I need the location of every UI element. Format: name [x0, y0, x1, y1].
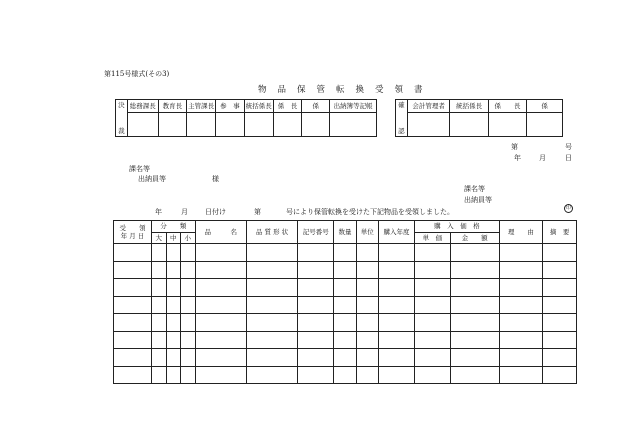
table-cell[interactable]: [152, 349, 167, 367]
sentence-month: 月: [181, 208, 188, 216]
table-cell[interactable]: [543, 366, 577, 384]
table-cell[interactable]: [195, 296, 246, 314]
table-cell[interactable]: [181, 349, 196, 367]
table-cell[interactable]: [195, 314, 246, 332]
table-cell[interactable]: [334, 349, 356, 367]
table-cell[interactable]: [450, 261, 499, 279]
table-row: [114, 366, 577, 384]
table-cell[interactable]: [246, 314, 297, 332]
table-cell[interactable]: [334, 366, 356, 384]
table-cell[interactable]: [415, 296, 451, 314]
table-cell[interactable]: [499, 349, 543, 367]
table-cell[interactable]: [499, 331, 543, 349]
table-cell[interactable]: [415, 314, 451, 332]
purchase-price-header: 購 入 価 格: [415, 221, 500, 233]
table-cell[interactable]: [166, 331, 181, 349]
sender-section: 課名等: [464, 185, 485, 193]
seal-mark-icon: 印: [565, 205, 571, 211]
table-cell[interactable]: [246, 331, 297, 349]
table-cell[interactable]: [334, 296, 356, 314]
table-cell[interactable]: [152, 314, 167, 332]
table-cell[interactable]: [415, 261, 451, 279]
table-cell[interactable]: [298, 244, 334, 262]
title-char: 書: [414, 85, 423, 95]
approval-side-label: 決 裁: [116, 100, 128, 137]
table-cell[interactable]: [114, 296, 152, 314]
table-cell[interactable]: [298, 296, 334, 314]
table-cell[interactable]: [499, 314, 543, 332]
approval-stamp-box[interactable]: [244, 113, 273, 137]
approval-stamp-box[interactable]: [187, 113, 216, 137]
table-row: [114, 279, 577, 297]
title-char: 保: [297, 85, 306, 95]
table-cell[interactable]: [114, 331, 152, 349]
table-cell[interactable]: [356, 296, 378, 314]
table-cell[interactable]: [334, 331, 356, 349]
table-cell[interactable]: [356, 331, 378, 349]
table-cell[interactable]: [195, 349, 246, 367]
number-dai: 第: [511, 143, 518, 151]
table-cell[interactable]: [298, 366, 334, 384]
sentence-text: 号により保管転換を受けた下記物品を受領しました。: [286, 208, 454, 216]
approval-header: 係 長: [273, 100, 302, 113]
table-cell[interactable]: [246, 244, 297, 262]
confirm-header: 係 長: [488, 100, 526, 113]
table-cell[interactable]: [166, 314, 181, 332]
approval-stamp-box[interactable]: [158, 113, 187, 137]
table-cell[interactable]: [195, 261, 246, 279]
table-cell[interactable]: [166, 279, 181, 297]
confirm-header: 統括係長: [450, 100, 488, 113]
table-cell[interactable]: [499, 279, 543, 297]
sender-officer: 出納員等: [464, 196, 492, 204]
table-cell[interactable]: [166, 349, 181, 367]
confirm-stamp-box[interactable]: [527, 113, 563, 137]
sentence-day: 日付け: [205, 208, 226, 216]
confirm-side-label: 確 認: [396, 100, 408, 137]
title-char: 物: [258, 85, 267, 95]
table-cell[interactable]: [114, 366, 152, 384]
approval-header: 参 事: [216, 100, 245, 113]
table-cell[interactable]: [298, 349, 334, 367]
sentence-year: 年: [155, 208, 162, 216]
confirm-stamp-box[interactable]: [407, 113, 450, 137]
table-cell[interactable]: [195, 331, 246, 349]
table-cell[interactable]: [181, 279, 196, 297]
addressee-officer: 出納員等: [138, 175, 166, 183]
table-cell[interactable]: [415, 244, 451, 262]
table-cell[interactable]: [450, 314, 499, 332]
table-cell[interactable]: [152, 296, 167, 314]
table-row: [114, 314, 577, 332]
approval-header: 総務課長: [127, 100, 158, 113]
table-cell[interactable]: [378, 279, 414, 297]
left-approval-table: [115, 99, 377, 137]
addressee-sama: 様: [212, 175, 219, 183]
table-cell[interactable]: [166, 261, 181, 279]
table-row: [114, 244, 577, 262]
table-cell[interactable]: [334, 244, 356, 262]
table-cell[interactable]: [378, 244, 414, 262]
table-cell[interactable]: [378, 366, 414, 384]
table-cell[interactable]: [181, 296, 196, 314]
date-year: 年: [514, 154, 521, 162]
table-cell[interactable]: [356, 244, 378, 262]
table-cell[interactable]: [378, 296, 414, 314]
table-cell[interactable]: [152, 244, 167, 262]
table-cell[interactable]: [356, 366, 378, 384]
title-char: 品: [277, 85, 287, 95]
table-cell[interactable]: [543, 314, 577, 332]
spec-header: 品 質 形 状: [246, 221, 297, 244]
confirm-header: 会計管理者: [407, 100, 450, 113]
table-row: [114, 349, 577, 367]
table-cell[interactable]: [298, 261, 334, 279]
number-go: 号: [565, 143, 572, 151]
sentence-dai: 第: [254, 208, 261, 216]
table-cell[interactable]: [246, 349, 297, 367]
title-char: 受: [375, 85, 384, 95]
table-cell[interactable]: [114, 244, 152, 262]
approval-header: 教育長: [158, 100, 187, 113]
table-cell[interactable]: [152, 279, 167, 297]
table-cell[interactable]: [181, 261, 196, 279]
item-name-header: 品 名: [195, 221, 246, 244]
table-cell[interactable]: [356, 314, 378, 332]
table-cell[interactable]: [450, 366, 499, 384]
table-cell[interactable]: [114, 261, 152, 279]
table-cell[interactable]: [415, 279, 451, 297]
table-cell[interactable]: [195, 366, 246, 384]
approval-stamp-box[interactable]: [216, 113, 245, 137]
title-char: 換: [355, 85, 365, 95]
table-row: [114, 331, 577, 349]
table-cell[interactable]: [543, 279, 577, 297]
date-day: 日: [565, 154, 572, 162]
approval-header: 係: [302, 100, 330, 113]
confirm-header: 係: [527, 100, 563, 113]
table-cell[interactable]: [166, 244, 181, 262]
table-cell[interactable]: [246, 366, 297, 384]
table-cell[interactable]: [181, 314, 196, 332]
table-row: [114, 261, 577, 279]
title-char: 転: [336, 85, 345, 95]
table-cell[interactable]: [499, 296, 543, 314]
form-number: 第115号様式(その3): [104, 70, 170, 78]
table-cell[interactable]: [543, 349, 577, 367]
table-cell[interactable]: [181, 331, 196, 349]
page-title: [258, 86, 434, 95]
table-cell[interactable]: [450, 349, 499, 367]
title-char: 管: [316, 85, 326, 95]
approval-stamp-box[interactable]: [302, 113, 330, 137]
table-cell[interactable]: [415, 366, 451, 384]
amount-header: 金 額: [450, 233, 499, 244]
quantity-header: 数量: [334, 221, 356, 244]
record-number-header: 記号番号: [298, 221, 334, 244]
table-cell[interactable]: [450, 331, 499, 349]
table-cell[interactable]: [152, 366, 167, 384]
table-cell[interactable]: [181, 366, 196, 384]
addressee-section: 課名等: [129, 165, 150, 173]
confirm-stamp-box[interactable]: [488, 113, 526, 137]
table-cell[interactable]: [543, 331, 577, 349]
table-cell[interactable]: [195, 279, 246, 297]
table-cell[interactable]: [543, 296, 577, 314]
table-row: [114, 296, 577, 314]
table-cell[interactable]: [114, 314, 152, 332]
table-cell[interactable]: [298, 314, 334, 332]
table-cell[interactable]: [334, 314, 356, 332]
approval-stamp-box[interactable]: [127, 113, 158, 137]
table-cell[interactable]: [378, 314, 414, 332]
class-major-header: 大: [152, 233, 167, 244]
unit-price-header: 単 価: [415, 233, 451, 244]
unit-header: 単位: [356, 221, 378, 244]
table-cell[interactable]: [450, 296, 499, 314]
table-cell[interactable]: [166, 366, 181, 384]
table-cell[interactable]: [152, 261, 167, 279]
reason-header: 理 由: [499, 221, 543, 244]
table-cell[interactable]: [298, 331, 334, 349]
table-cell[interactable]: [114, 279, 152, 297]
table-cell[interactable]: [152, 331, 167, 349]
table-cell[interactable]: [378, 261, 414, 279]
table-cell[interactable]: [415, 331, 451, 349]
table-cell[interactable]: [378, 331, 414, 349]
class-minor-header: 小: [181, 233, 196, 244]
approval-header: 出納簿等記帳: [330, 100, 377, 113]
class-middle-header: 中: [166, 233, 181, 244]
title-char: 領: [394, 85, 404, 95]
table-cell[interactable]: [246, 296, 297, 314]
table-cell[interactable]: [499, 366, 543, 384]
table-cell[interactable]: [378, 349, 414, 367]
table-cell[interactable]: [543, 261, 577, 279]
table-cell[interactable]: [246, 261, 297, 279]
table-cell[interactable]: [543, 244, 577, 262]
approval-stamp-box[interactable]: [273, 113, 302, 137]
table-cell[interactable]: [499, 261, 543, 279]
table-cell[interactable]: [246, 279, 297, 297]
table-cell[interactable]: [450, 244, 499, 262]
purchase-year-header: 購入年度: [378, 221, 414, 244]
remarks-header: 摘 要: [543, 221, 577, 244]
table-cell[interactable]: [356, 261, 378, 279]
table-cell[interactable]: [181, 244, 196, 262]
table-cell[interactable]: [450, 279, 499, 297]
table-cell[interactable]: [195, 244, 246, 262]
table-cell[interactable]: [166, 296, 181, 314]
items-table: [113, 220, 577, 384]
table-cell[interactable]: [114, 349, 152, 367]
date-month: 月: [539, 154, 546, 162]
approval-header: 統括係長: [244, 100, 273, 113]
table-cell[interactable]: [356, 279, 378, 297]
classification-header: 分 類: [152, 221, 196, 233]
table-cell[interactable]: [499, 244, 543, 262]
right-approval-table: [395, 99, 563, 137]
approval-header: 主管課長: [187, 100, 216, 113]
table-cell[interactable]: [415, 349, 451, 367]
confirm-stamp-box[interactable]: [450, 113, 488, 137]
table-cell[interactable]: [334, 279, 356, 297]
approval-stamp-box[interactable]: [330, 113, 377, 137]
received-date-header: 受 領 年 月 日: [114, 221, 152, 244]
table-cell[interactable]: [298, 279, 334, 297]
table-cell[interactable]: [334, 261, 356, 279]
table-cell[interactable]: [356, 349, 378, 367]
